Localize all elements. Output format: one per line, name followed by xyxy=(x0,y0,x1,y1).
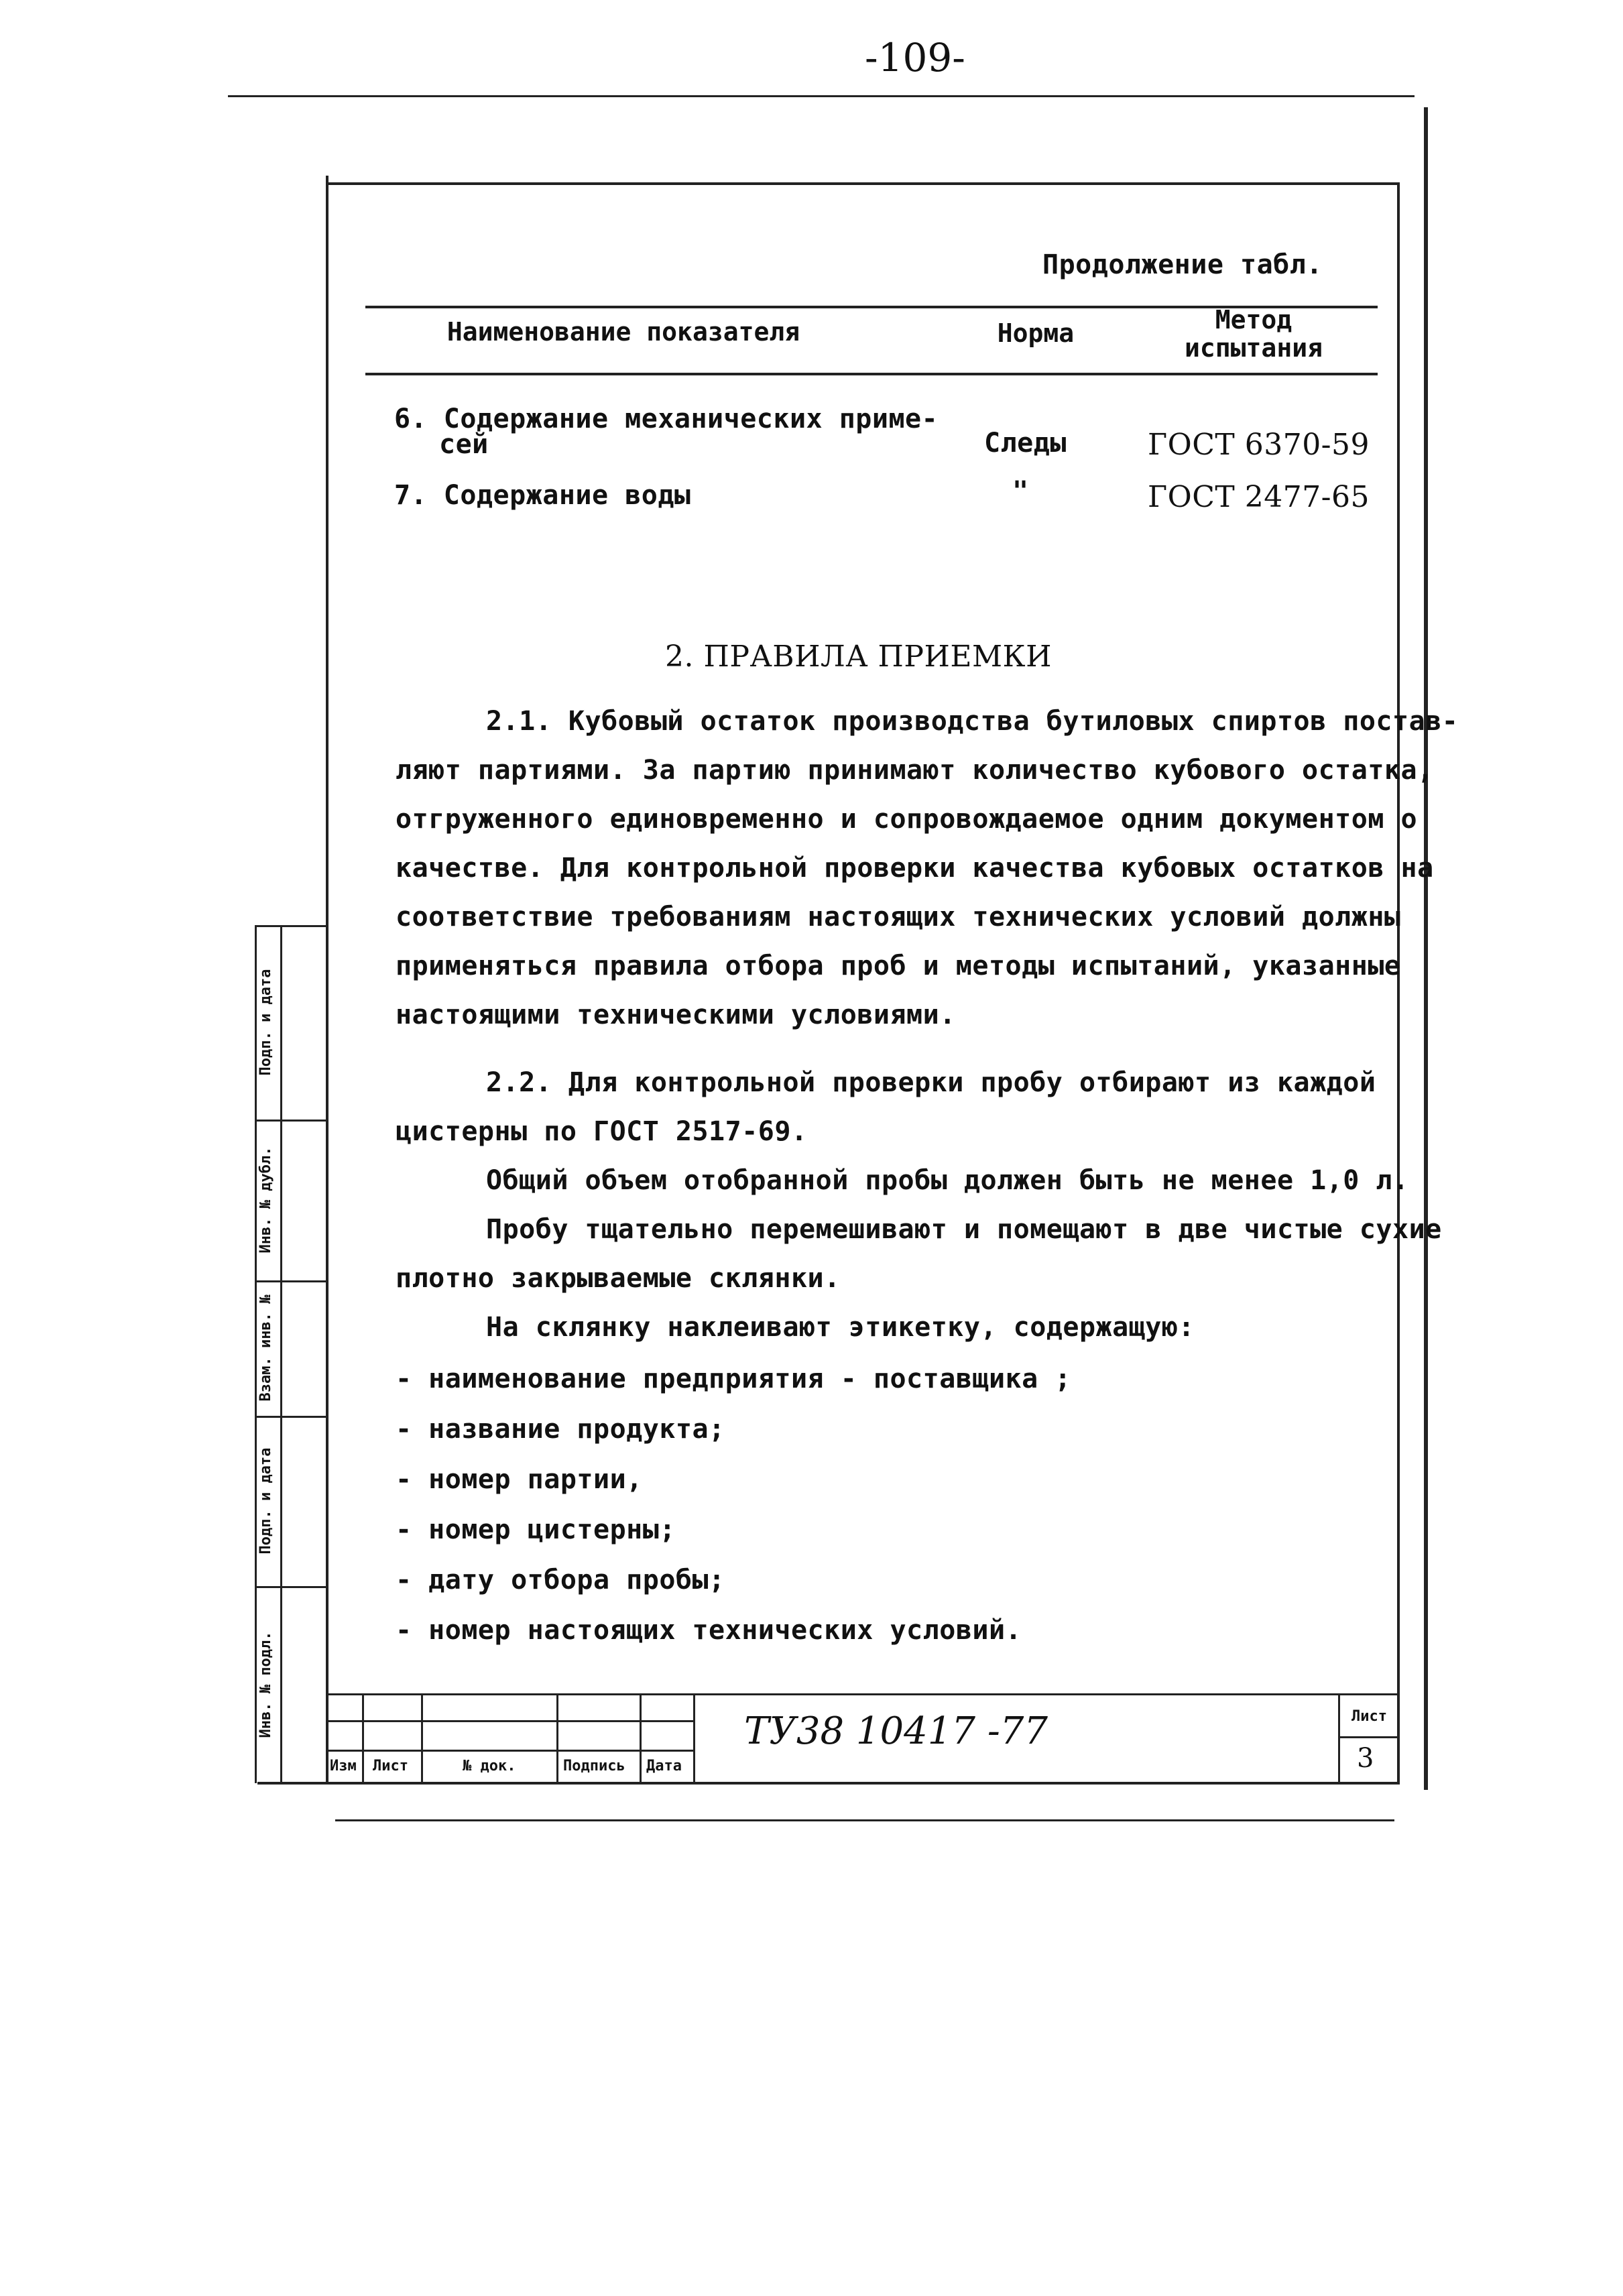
right-scan-edge xyxy=(1424,107,1428,1790)
sheet-cell-divider xyxy=(1338,1736,1398,1738)
sheet-number: 3 xyxy=(1357,1743,1374,1774)
col-label-doc: № док. xyxy=(463,1758,516,1774)
body-line: Общий объем отобранной пробы должен быть не менее 1,0 л. xyxy=(486,1165,1409,1196)
page-number: -109- xyxy=(865,35,965,80)
frame-top xyxy=(326,182,1398,185)
title-block-col xyxy=(421,1693,423,1783)
body-line: Пробу тщательно перемешивают и помещают в две чистые сухие xyxy=(486,1214,1442,1245)
col-label-signature: Подпись xyxy=(563,1758,625,1774)
stamp-sep xyxy=(255,1586,326,1588)
title-block-row xyxy=(326,1720,693,1722)
body-line: 2.1. Кубовый остаток производства бутиловых спиртов постав- xyxy=(486,706,1459,737)
stamp-label: Инв. № дубл. xyxy=(257,1146,274,1254)
stamp-column-top xyxy=(255,925,326,927)
list-item: - номер партии, xyxy=(396,1464,643,1495)
table-row-name-1: 6. Содержание механических приме- xyxy=(394,404,939,434)
stamp-label: Подп. и дата xyxy=(257,969,274,1076)
header-name: Наименование показателя xyxy=(446,317,800,347)
stamp-label: Инв. № подл. xyxy=(257,1631,274,1738)
title-block-col xyxy=(1338,1693,1340,1783)
table-header-rule xyxy=(365,373,1378,375)
body-line: качестве. Для контрольной проверки качества кубовых остатков на xyxy=(396,853,1434,884)
document-code: ТУ38 10417 -77 xyxy=(744,1709,1048,1753)
title-block-top xyxy=(326,1693,1398,1695)
body-line: цистерны по ГОСТ 2517-69. xyxy=(396,1116,808,1147)
table-row-name-2: 7. Содержание воды xyxy=(394,480,691,511)
body-line: плотно закрываемые склянки. xyxy=(396,1263,841,1294)
frame-bottom xyxy=(257,1782,1400,1785)
list-item: - номер настоящих технических условий. xyxy=(396,1615,1022,1646)
col-label-sheet: Лист xyxy=(373,1758,408,1774)
header-method-1: Метод xyxy=(1215,305,1293,335)
header-norm: Норма xyxy=(997,318,1075,348)
table-row-method-2: ГОСТ 2477-65 xyxy=(1148,480,1370,514)
stamp-column-left xyxy=(255,925,257,1783)
col-label-change: Изм xyxy=(330,1758,357,1774)
list-item: - наименование предприятия - поставщика ; xyxy=(396,1364,1071,1394)
stamp-label: Взам. инв. № xyxy=(257,1294,274,1402)
body-line: На склянку наклеивают этикетку, содержащую: xyxy=(486,1312,1195,1343)
body-line: применяться правила отбора проб и методы испытаний, указанные xyxy=(396,951,1401,981)
title-block-col xyxy=(640,1693,642,1783)
title-block-row xyxy=(326,1750,693,1752)
body-line: отгруженного единовременно и сопровождаемое одним документом о xyxy=(396,804,1418,835)
title-block-col xyxy=(362,1693,364,1783)
top-scan-line xyxy=(228,95,1415,97)
table-row-method-1: ГОСТ 6370-59 xyxy=(1148,428,1370,462)
stamp-column-divider xyxy=(280,925,282,1783)
frame-left xyxy=(326,176,328,1785)
table-row-norm-1: Следы xyxy=(984,428,1067,459)
frame-right xyxy=(1397,182,1400,1785)
table-row-name-1b: сей xyxy=(439,429,489,460)
bottom-scan-line xyxy=(335,1819,1394,1821)
list-item: - номер цистерны; xyxy=(396,1514,676,1545)
list-item: - название продукта; xyxy=(396,1414,725,1445)
body-line: 2.2. Для контрольной проверки пробу отбирают из каждой xyxy=(486,1067,1376,1098)
body-line: настоящими техническими условиями. xyxy=(396,1000,956,1030)
title-block-col xyxy=(693,1693,695,1783)
stamp-label: Подп. и дата xyxy=(257,1447,274,1555)
sheet-label: Лист xyxy=(1351,1708,1387,1725)
title-block-col xyxy=(556,1693,558,1783)
table-row-norm-2: " xyxy=(1012,476,1029,507)
col-label-date: Дата xyxy=(646,1758,682,1774)
table-continuation: Продолжение табл. xyxy=(1042,249,1323,280)
header-method-2: испытания xyxy=(1185,333,1323,363)
list-item: - дату отбора пробы; xyxy=(396,1565,725,1595)
body-line: соответствие требованиям настоящих технических условий должны xyxy=(396,902,1401,932)
section-title: 2. ПРАВИЛА ПРИЕМКИ xyxy=(665,640,1052,674)
body-line: ляют партиями. За партию принимают количество кубового остатка, xyxy=(396,755,1434,786)
